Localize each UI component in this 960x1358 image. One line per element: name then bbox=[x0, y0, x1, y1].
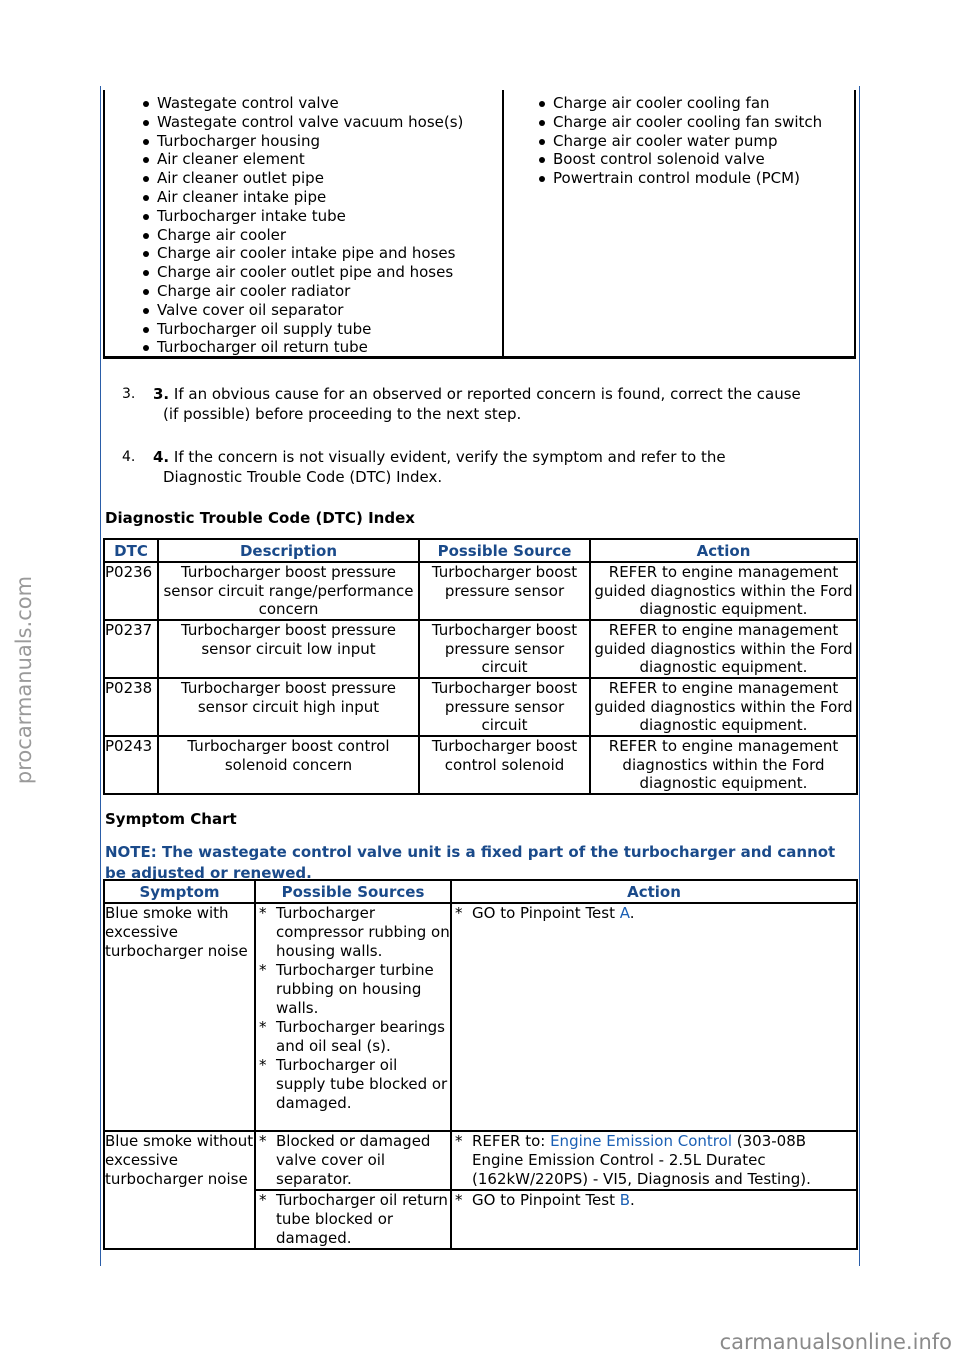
symptom-chart-heading: Symptom Chart bbox=[105, 810, 237, 828]
table-header-row bbox=[104, 539, 857, 562]
dtc-action: REFER to engine management guided diagnostics within the Ford diagnostic equipment. bbox=[590, 678, 857, 736]
table-header-row bbox=[104, 880, 857, 903]
pinpoint-test-a-link[interactable]: A bbox=[619, 904, 630, 922]
step-number: 4. bbox=[122, 449, 136, 465]
list-item: Valve cover oil separator bbox=[127, 301, 463, 320]
list-item: Charge air cooler cooling fan bbox=[523, 94, 822, 113]
action-text: REFER to: bbox=[472, 1132, 551, 1150]
list-item: Charge air cooler water pump bbox=[523, 132, 822, 151]
table-row bbox=[104, 1131, 857, 1190]
action-item bbox=[452, 1132, 856, 1189]
action-suffix: . bbox=[630, 1191, 635, 1209]
list-item: Air cleaner intake pipe bbox=[127, 188, 463, 207]
list-item: Turbocharger intake tube bbox=[127, 207, 463, 226]
table-row bbox=[104, 562, 857, 620]
source-item: * Turbocharger bearings and oil seal (s). bbox=[256, 1018, 450, 1056]
symptom-chart-table bbox=[103, 879, 858, 1250]
step-text bbox=[153, 384, 856, 424]
list-item: Air cleaner element bbox=[127, 150, 463, 169]
list-item: Wastegate control valve vacuum hose(s) bbox=[127, 113, 463, 132]
dtc-code: P0236 bbox=[104, 562, 158, 620]
step-3 bbox=[103, 384, 856, 424]
action-cell bbox=[451, 1190, 857, 1249]
dtc-action: REFER to engine management diagnostics within the Ford diagnostic equipment. bbox=[590, 736, 857, 794]
column-header-symptom: Symptom bbox=[104, 880, 255, 903]
source-item: * Turbocharger turbine rubbing on housing walls. bbox=[256, 961, 450, 1018]
step-line-2: Diagnostic Trouble Code (DTC) Index. bbox=[163, 468, 443, 486]
table-row bbox=[104, 736, 857, 794]
table-row bbox=[104, 620, 857, 678]
action-text: GO to Pinpoint Test bbox=[472, 904, 620, 922]
possible-sources-cell bbox=[255, 1131, 451, 1190]
bottom-watermark: carmanualsonline.info bbox=[719, 1330, 952, 1354]
list-item: Turbocharger oil supply tube bbox=[127, 320, 463, 339]
dtc-index-table bbox=[103, 538, 858, 795]
source-item: * Blocked or damaged valve cover oil separator. bbox=[256, 1132, 450, 1189]
dtc-description: Turbocharger boost control solenoid concern bbox=[158, 736, 419, 794]
dtc-code: P0243 bbox=[104, 736, 158, 794]
step-number: 3. bbox=[122, 386, 136, 402]
dtc-description: Turbocharger boost pressure sensor circuit range/performance concern bbox=[158, 562, 419, 620]
possible-sources-cell bbox=[255, 1190, 451, 1249]
dtc-code: P0237 bbox=[104, 620, 158, 678]
dtc-possible-source: Turbocharger boost pressure sensor circuit bbox=[419, 620, 590, 678]
column-header-possible-source: Possible Source bbox=[419, 539, 590, 562]
action-cell bbox=[451, 1131, 857, 1190]
dtc-possible-source: Turbocharger boost pressure sensor bbox=[419, 562, 590, 620]
action-item bbox=[452, 904, 856, 923]
column-header-possible-sources: Possible Sources bbox=[255, 880, 451, 903]
list-item: Charge air cooler intake pipe and hoses bbox=[127, 244, 463, 263]
table-row bbox=[104, 903, 857, 1131]
action-cell bbox=[451, 903, 857, 1131]
step-line-1: If the concern is not visually evident, verify the symptom and refer to the bbox=[169, 448, 726, 466]
step-lead: 4. bbox=[153, 448, 170, 466]
step-text bbox=[153, 447, 856, 487]
dtc-possible-source: Turbocharger boost control solenoid bbox=[419, 736, 590, 794]
right-margin-rule bbox=[859, 86, 860, 1266]
step-4 bbox=[103, 447, 856, 487]
source-item: * Turbocharger oil return tube blocked or damaged. bbox=[256, 1191, 450, 1248]
symptom-cell: Blue smoke without excessive turbocharger noise bbox=[104, 1131, 255, 1249]
wastegate-note: NOTE: The wastegate control valve unit is a fixed part of the turbocharger and cannot be adjusted or renewed. bbox=[105, 843, 836, 882]
step-line-1: If an obvious cause for an observed or reported concern is found, correct the cause bbox=[169, 385, 801, 403]
side-watermark bbox=[4, 560, 44, 800]
dtc-description: Turbocharger boost pressure sensor circuit high input bbox=[158, 678, 419, 736]
engine-emission-control-link[interactable]: Engine Emission Control bbox=[550, 1132, 732, 1150]
list-item: Turbocharger oil return tube bbox=[127, 338, 463, 357]
column-header-action: Action bbox=[451, 880, 857, 903]
source-item: * Turbocharger oil supply tube blocked or damaged. bbox=[256, 1056, 450, 1113]
components-list-box bbox=[103, 90, 856, 359]
column-header-dtc: DTC bbox=[104, 539, 158, 562]
dtc-action: REFER to engine management guided diagnostics within the Ford diagnostic equipment. bbox=[590, 620, 857, 678]
step-lead: 3. bbox=[153, 385, 170, 403]
dtc-code: P0238 bbox=[104, 678, 158, 736]
list-item: Charge air cooler bbox=[127, 226, 463, 245]
list-item: Wastegate control valve bbox=[127, 94, 463, 113]
dtc-index-heading: Diagnostic Trouble Code (DTC) Index bbox=[105, 509, 415, 527]
list-item: Charge air cooler cooling fan switch bbox=[523, 113, 822, 132]
list-item: Charge air cooler outlet pipe and hoses bbox=[127, 263, 463, 282]
list-item: Boost control solenoid valve bbox=[523, 150, 822, 169]
action-suffix: (303-08B Engine Emission Control - 2.5L Duratec (162kW/220PS) - VI5, Diagnosis and Testing). bbox=[472, 1132, 811, 1188]
list-item: Air cleaner outlet pipe bbox=[127, 169, 463, 188]
possible-sources-cell bbox=[255, 903, 451, 1131]
side-watermark-text: procarmanuals.com bbox=[12, 575, 36, 785]
left-margin-rule bbox=[100, 86, 101, 1266]
pinpoint-test-b-link[interactable]: B bbox=[619, 1191, 631, 1209]
table-row bbox=[104, 678, 857, 736]
symptom-cell: Blue smoke with excessive turbocharger noise bbox=[104, 903, 255, 1131]
step-line-2: (if possible) before proceeding to the next step. bbox=[163, 405, 522, 423]
dtc-action: REFER to engine management guided diagnostics within the Ford diagnostic equipment. bbox=[590, 562, 857, 620]
action-item bbox=[452, 1191, 856, 1210]
action-suffix: . bbox=[629, 904, 635, 922]
column-header-action: Action bbox=[590, 539, 857, 562]
column-header-description: Description bbox=[158, 539, 419, 562]
dtc-description: Turbocharger boost pressure sensor circuit low input bbox=[158, 620, 419, 678]
list-item: Charge air cooler radiator bbox=[127, 282, 463, 301]
dtc-possible-source: Turbocharger boost pressure sensor circuit bbox=[419, 678, 590, 736]
list-item: Powertrain control module (PCM) bbox=[523, 169, 822, 188]
source-item: * Turbocharger compressor rubbing on housing walls. bbox=[256, 904, 450, 961]
column-divider bbox=[502, 90, 504, 356]
components-list-right bbox=[523, 94, 822, 188]
components-list-left bbox=[127, 94, 463, 357]
action-text: GO to Pinpoint Test bbox=[472, 1191, 620, 1209]
list-item: Turbocharger housing bbox=[127, 132, 463, 151]
